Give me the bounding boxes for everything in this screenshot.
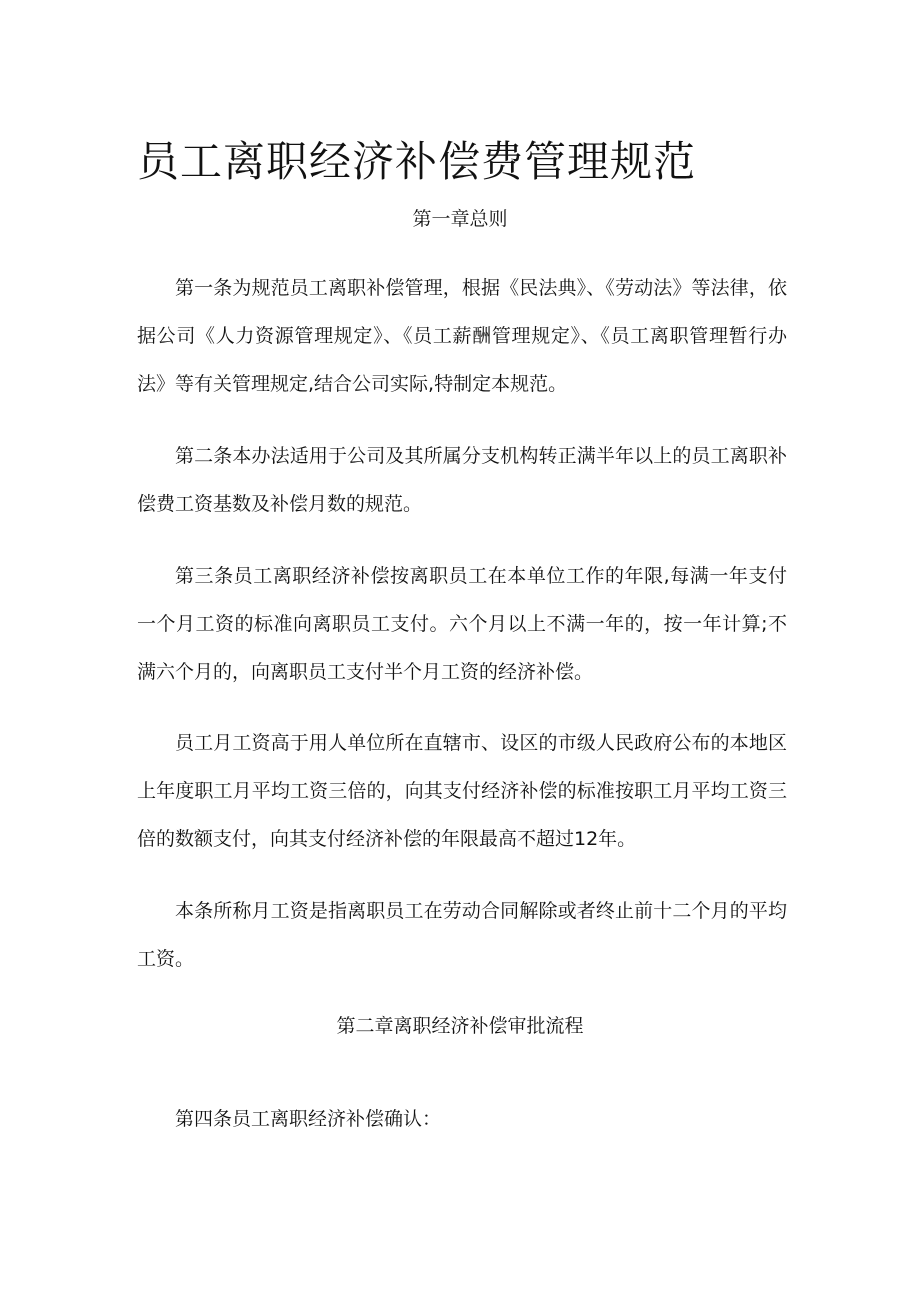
article-3-monthly-wage-definition: 本条所称月工资是指离职员工在劳动合同解除或者终止前十二个月的平均工资。: [137, 900, 787, 970]
chapter-2-heading: 第二章离职经济补偿审批流程: [336, 1015, 584, 1037]
article-3-paragraph: 第三条员工离职经济补偿按离职员工在本单位工作的年限,每满一年支付一个月工资的标准向离职员工支付。六个月以上不满一年的，按一年计算;不满六个月的，向离职员工支付半个月工资的经济补偿。: [137, 565, 787, 683]
article-3-wage-cap-paragraph: 员工月工资高于用人单位所在直辖市、设区的市级人民政府公布的本地区上年度职工月平均工资三倍的，向其支付经济补偿的标准按职工月平均工资三倍的数额支付，向其支付经济补偿的年限最高不超过12年。: [137, 732, 787, 850]
article-2-paragraph: 第二条本办法适用于公司及其所属分支机构转正满半年以上的员工离职补偿费工资基数及补偿月数的规范。: [137, 445, 787, 515]
chapter-1-heading: 第一章总则: [412, 208, 508, 230]
article-1-paragraph: 第一条为规范员工离职补偿管理，根据《民法典》、《劳动法》等法律，依据公司《人力资源管理规定》、《员工薪酬管理规定》、《员工离职管理暂行办法》等有关管理规定,结合公司实际,特制定本规范。: [137, 277, 787, 395]
document-title: 员工离职经济补偿费管理规范: [137, 137, 697, 186]
article-4-paragraph: 第四条员工离职经济补偿确认：: [175, 1108, 442, 1130]
